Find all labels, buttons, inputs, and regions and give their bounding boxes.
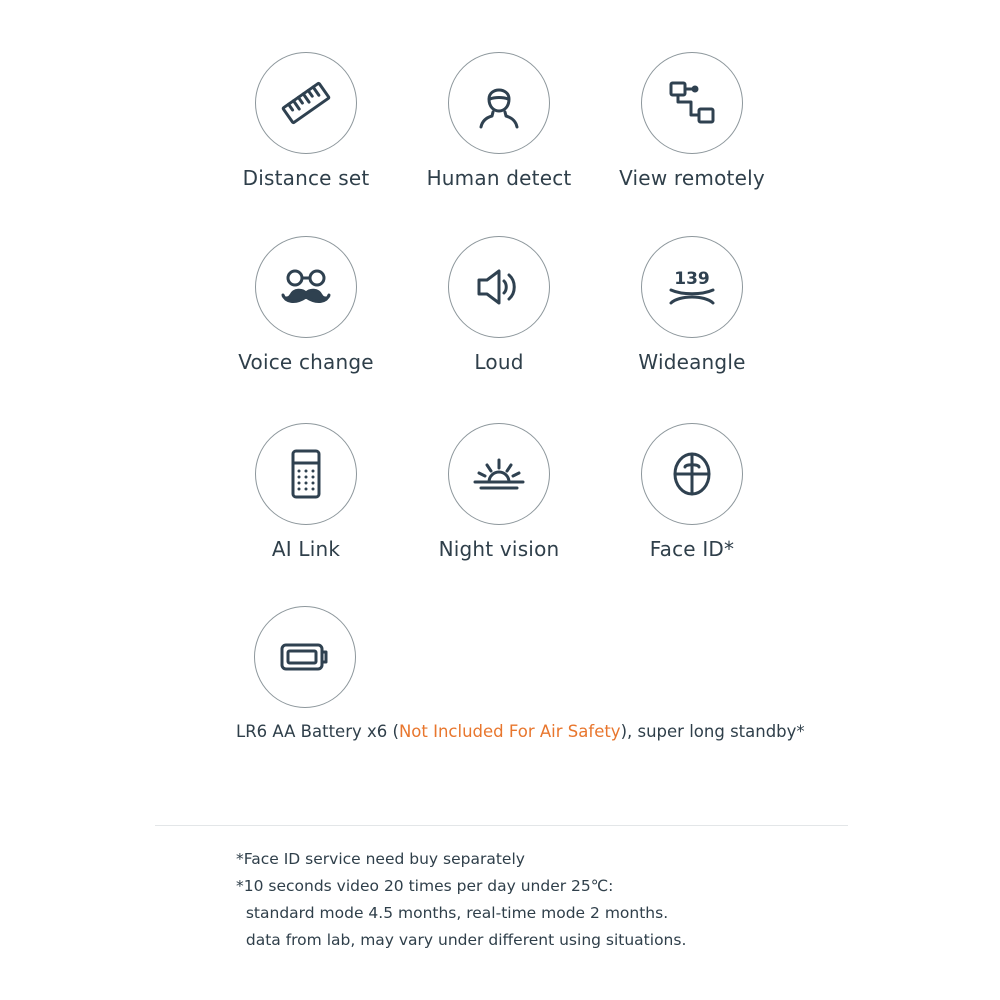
feature-circle: [448, 52, 550, 154]
feature-circle: [641, 236, 743, 338]
phone-keypad-icon: [278, 446, 334, 502]
feature-label: Human detect: [426, 166, 572, 190]
feature-label: Face ID*: [649, 537, 735, 561]
feature-circle: [448, 236, 550, 338]
footnote-line: *10 seconds video 20 times per day under 25℃:: [236, 877, 614, 895]
footnote-line: data from lab, may vary under different using situations.: [236, 931, 687, 949]
face-scan-icon: [664, 446, 720, 502]
person-icon: [471, 75, 527, 131]
feature-label: Distance set: [242, 166, 370, 190]
feature-label: Wideangle: [638, 350, 746, 374]
feature-circle: [641, 52, 743, 154]
battery-text-suffix: ), super long standby*: [620, 722, 805, 741]
feature-circle: [255, 423, 357, 525]
feature-wideangle: [582, 236, 802, 374]
footnote-line: *Face ID service need buy separately: [236, 850, 525, 868]
battery-description: [236, 722, 805, 741]
feature-face-id: [582, 423, 802, 561]
feature-battery: [254, 606, 356, 708]
wide-angle-value: 139: [674, 269, 710, 289]
flowchart-icon: [664, 75, 720, 131]
mustache-glasses-icon: [278, 259, 334, 315]
feature-circle: [254, 606, 356, 708]
feature-label: Night vision: [438, 537, 560, 561]
feature-loud: [389, 236, 609, 374]
feature-view-remotely: [582, 52, 802, 190]
feature-circle: [255, 236, 357, 338]
section-divider: [155, 825, 848, 826]
feature-circle: [641, 423, 743, 525]
sunset-icon: [471, 446, 527, 502]
feature-label: View remotely: [619, 166, 765, 190]
speaker-icon: [471, 259, 527, 315]
feature-ai-link: [196, 423, 416, 561]
wide-angle-139-icon: [664, 259, 720, 315]
feature-human-detect: [389, 52, 609, 190]
feature-circle: [255, 52, 357, 154]
feature-distance-set: [196, 52, 416, 190]
footnote-line: standard mode 4.5 months, real-time mode 2 months.: [236, 904, 669, 922]
footnotes: [236, 846, 686, 954]
ruler-icon: [278, 75, 334, 131]
feature-circle: [448, 423, 550, 525]
feature-label: AI Link: [271, 537, 341, 561]
feature-night-vision: [389, 423, 609, 561]
battery-text-prefix: LR6 AA Battery x6 (: [236, 722, 399, 741]
battery-icon: [277, 629, 333, 685]
feature-label: Voice change: [238, 350, 374, 374]
battery-not-included-note: Not Included For Air Safety: [398, 722, 621, 741]
feature-voice-change: [196, 236, 416, 374]
feature-label: Loud: [474, 350, 524, 374]
